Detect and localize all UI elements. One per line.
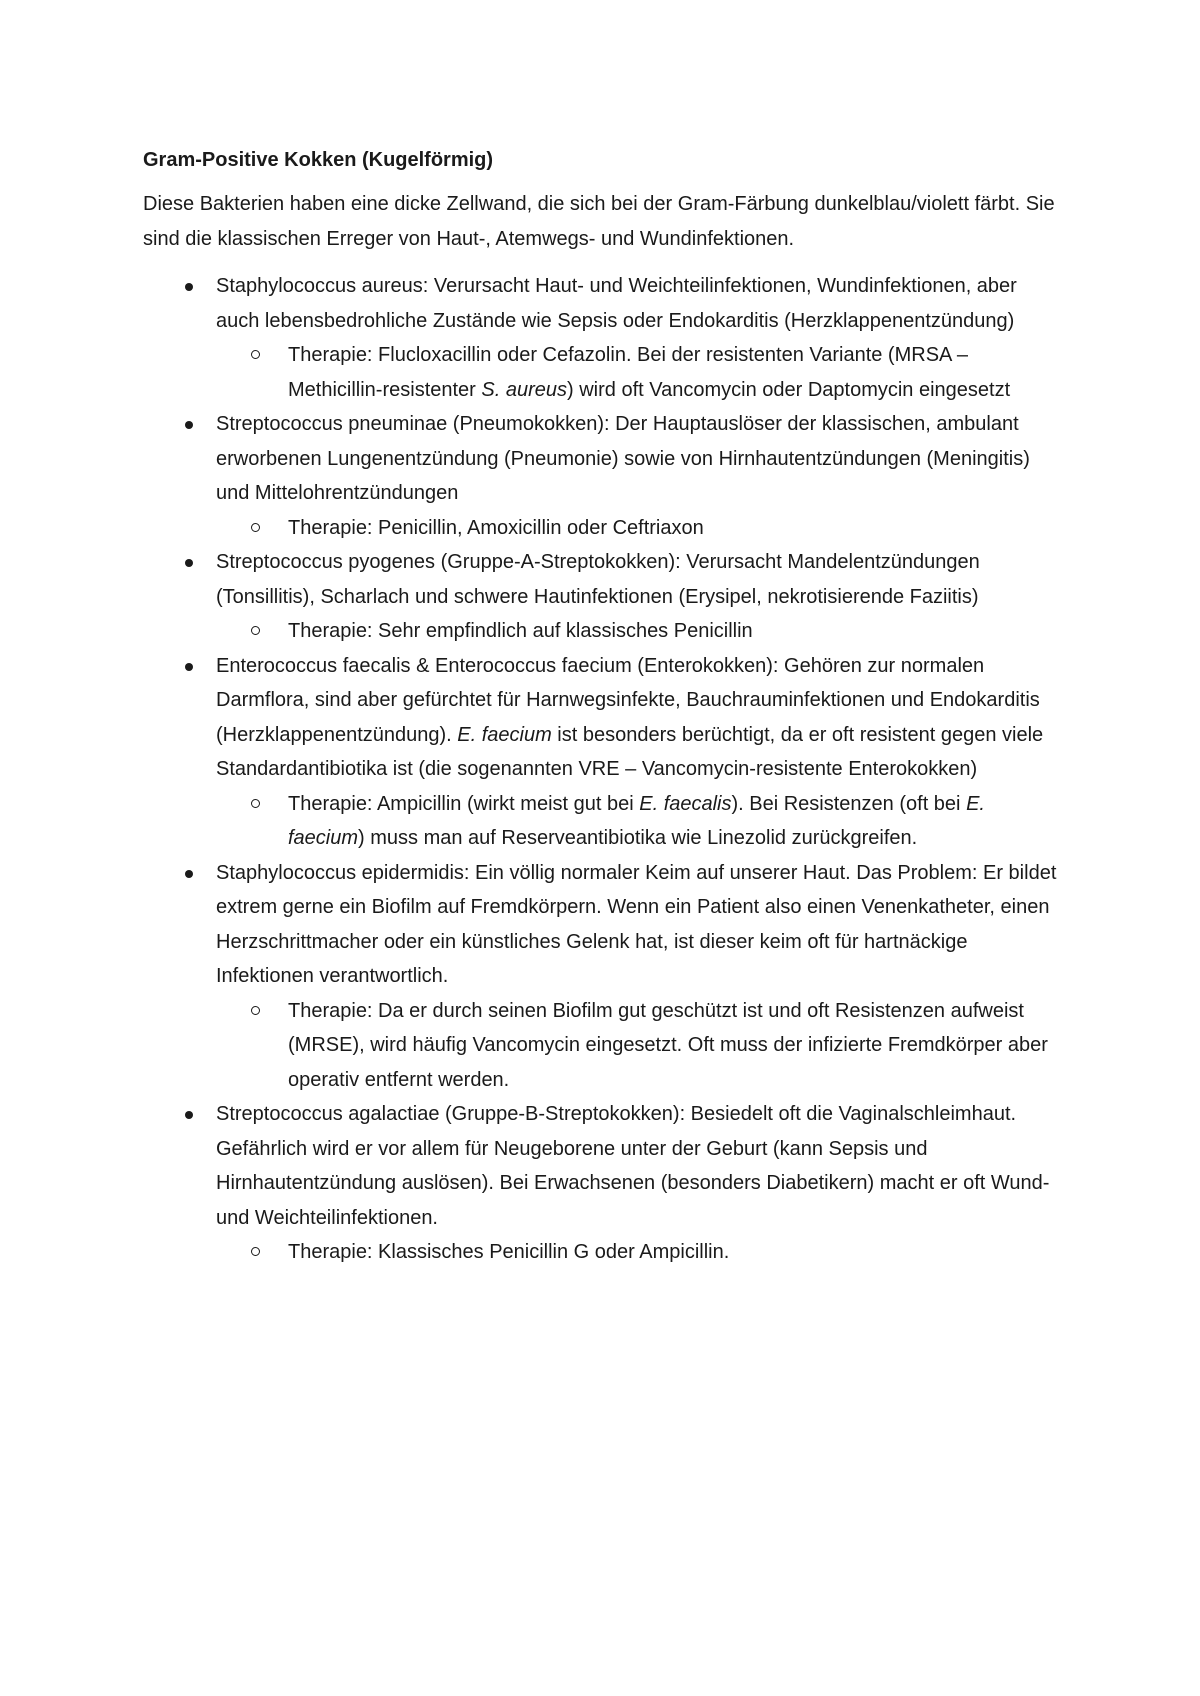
bacteria-description: Staphylococcus aureus: Verursacht Haut- und Weichteilinfektionen, Wundinfektionen, aber auch lebensbedrohliche Zustände wie Sepsis oder Endokarditis (Herzklappenentzündung) (216, 275, 1017, 332)
text-segment: Therapie: Flucloxacillin oder Cefazolin. Bei der resistenten Variante (MRSA – Methicillin-resistenter (288, 344, 968, 401)
therapy-item (216, 511, 1063, 546)
sub-bullet-circle-icon (251, 626, 260, 635)
bacteria-description: Streptococcus pneuminae (Pneumokokken): Der Hauptauslöser der klassischen, ambulant erworbenen Lungenentzündung (Pneumonie) sowie von Hirnhautentzündungen (Meningitis) und Mittelohrentzündungen (216, 413, 1030, 504)
bacteria-description: Streptococcus pyogenes (Gruppe-A-Streptokokken): Verursacht Mandelentzündungen (Tonsillitis), Scharlach und schwere Hautinfektionen (Erysipel, nekrotisierende Faziitis) (216, 551, 980, 608)
therapy-item (216, 338, 1063, 407)
bullet-icon (185, 559, 193, 567)
therapy-sublist (216, 994, 1063, 1098)
therapy-text (288, 793, 985, 850)
text-segment: ) wird oft Vancomycin oder Daptomycin eingesetzt (567, 378, 1011, 401)
italic-species-name: S. aureus (481, 378, 567, 401)
therapy-sublist (216, 511, 1063, 546)
text-segment: Therapie: Da er durch seinen Biofilm gut geschützt ist und oft Resistenzen aufweist (MRSE), wird häufig Vancomycin eingesetzt. Oft muss der infizierte Fremdkörper aber operativ entfernt werden. (288, 999, 1048, 1091)
italic-species-name: E. faecium (288, 792, 985, 849)
therapy-text (288, 1000, 1048, 1091)
italic-species-name: E. faecalis (639, 792, 732, 815)
document-title: Gram-Positive Kokken (Kugelförmig) (143, 149, 494, 171)
bacteria-description (216, 655, 1043, 781)
bullet-icon (185, 870, 193, 878)
bacteria-list-item (143, 545, 1063, 649)
text-segment: Therapie: Klassisches Penicillin G oder Ampicillin. (288, 1241, 730, 1263)
therapy-sublist (216, 338, 1063, 407)
therapy-text (288, 620, 753, 642)
text-segment: ) muss man auf Reserveantibiotika wie Linezolid zurückgreifen. (358, 827, 918, 849)
therapy-item (216, 614, 1063, 649)
sub-bullet-circle-icon (251, 1006, 260, 1015)
bacteria-list (143, 269, 1063, 1270)
therapy-sublist (216, 1235, 1063, 1270)
bacteria-list-item (143, 1097, 1063, 1270)
bacteria-list-item (143, 649, 1063, 856)
text-segment: Therapie: Penicillin, Amoxicillin oder Ceftriaxon (288, 516, 704, 539)
bacteria-list-item (143, 407, 1063, 545)
therapy-text (288, 344, 1010, 401)
text-segment: ist besonders berüchtigt, da er oft resistent gegen viele Standardantibiotika ist (die sogenannten VRE – Vancomycin-resistente Enterokokken) (216, 723, 1044, 780)
intro-paragraph: Diese Bakterien haben eine dicke Zellwand, die sich bei der Gram-Färbung dunkelblau/violett färbt. Sie sind die klassischen Erreger von Haut-, Atemwegs- und Wundinfektionen. (143, 193, 1055, 250)
therapy-item (216, 1235, 1063, 1270)
italic-species-name: E. faecium (457, 723, 552, 746)
bacteria-description: Staphylococcus epidermidis: Ein völlig normaler Keim auf unserer Haut. Das Problem: Er bildet extrem gerne ein Biofilm auf Fremdkörpern. Wenn ein Patient also einen Venenkatheter, einen Herzschrittmacher oder ein künstliches Gelenk hat, ist dieser keim oft für hartnäckige Infektionen verantwortlich. (216, 861, 1057, 987)
bullet-icon (185, 283, 193, 291)
therapy-sublist (216, 787, 1063, 856)
text-segment: Enterococcus faecalis & Enterococcus faecium (Enterokokken): Gehören zur normalen Darmflora, sind aber gefürchtet für Harnwegsinfekte, Bauchrauminfektionen und Endokarditis (Herzklappenentzündung). (216, 654, 1040, 746)
bacteria-list-item (143, 269, 1063, 407)
text-segment: Therapie: Sehr empfindlich auf klassisches Penicillin (288, 620, 753, 642)
text-segment: Therapie: Ampicillin (wirkt meist gut bei (288, 792, 640, 815)
therapy-item (216, 994, 1063, 1098)
sub-bullet-circle-icon (251, 350, 260, 359)
text-segment: ). Bei Resistenzen (oft bei (731, 792, 967, 815)
therapy-sublist (216, 614, 1063, 649)
bullet-icon (185, 421, 193, 429)
bullet-icon (185, 663, 193, 671)
sub-bullet-circle-icon (251, 799, 260, 808)
bacteria-list-item (143, 856, 1063, 1098)
sub-bullet-circle-icon (251, 523, 260, 532)
sub-bullet-circle-icon (251, 1247, 260, 1256)
bacteria-description: Streptococcus agalactiae (Gruppe-B-Streptokokken): Besiedelt oft die Vaginalschleimhaut. Gefährlich wird er vor allem für Neugeborene unter der Geburt (kann Sepsis und Hirnhautentzündung auslösen). Bei Erwachsenen (besonders Diabetikern) macht er oft Wund- und Weichteilinfektionen. (216, 1103, 1050, 1229)
document-page (143, 145, 1063, 1270)
bullet-icon (185, 1111, 193, 1119)
therapy-text (288, 517, 704, 539)
therapy-item (216, 787, 1063, 856)
therapy-text (288, 1241, 729, 1263)
